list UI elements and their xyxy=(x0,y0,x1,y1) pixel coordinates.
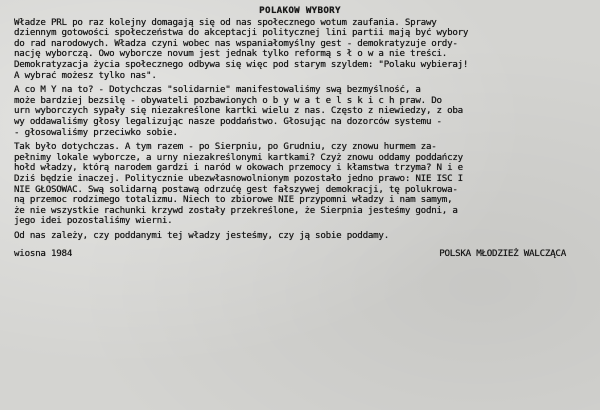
text-line: hołd władzy, którą narodem gardzi i naród w okowach przemocy i kłamstwa trzyma? N i e xyxy=(14,163,463,174)
leaflet-text-block xyxy=(14,6,586,260)
text-line: Władze PRL po raz kolejny domagają się od nas społecznego wotum zaufania. Sprawy xyxy=(14,17,437,28)
text-line: do rad narodowych. Władza czyni wobec nas wspaniałomyślny gest - demokratyzuje ordy- xyxy=(14,38,458,49)
leaflet-footer xyxy=(14,249,586,260)
leaflet-date: wiosna 1984 xyxy=(14,248,73,260)
text-line: że nie wszystkie rachunki krzywd zostały przekreślone, że Sierpnia jesteśmy godni, a xyxy=(14,205,458,216)
leaflet-body xyxy=(14,18,586,242)
text-line: NIE GŁOSOWAĆ. Swą solidarną postawą odrzućę gest fałszywej demokracji, tę polukrowa- xyxy=(14,184,458,195)
text-line: Demokratyzacja życia społecznego odbywa się więc pod starym szyldem: "Polaku wybieraj! xyxy=(14,59,469,70)
text-line: Dziś będzie inaczej. Politycznie ubezwłasnowolnionym pozostało jedno prawo: NIE IŚĆ I xyxy=(14,173,463,184)
text-line: pełnimy lokale wyborcze, a urny niezakreślonymi kartkami? Czyż znowu oddamy poddańczy xyxy=(14,152,463,163)
text-line: A wybrać możesz tylko nas". xyxy=(14,70,157,81)
leaflet-signature: POLSKA MŁODZIEŻ WALCZĄCA xyxy=(439,248,566,260)
text-line: nację wyborczą. Owo wyborcze novum jest jednak tylko reformą s ł o w a nie treści. xyxy=(14,49,448,60)
text-line: może bardziej bezsilę - obywateli pozbawionych o b y w a t e l s k i c h praw. Do xyxy=(14,95,442,106)
text-line: Tak było dotychczas. A tym razem - po Sierpniu, po Grudniu, czy znowu hurmem za- xyxy=(14,142,437,153)
text-line: wy oddawaliśmy głosy legalizując nasze poddaństwo. Głosując na dozorców systemu - xyxy=(14,116,442,127)
text-line: jego idei pozostaliśmy wierni. xyxy=(14,216,173,227)
text-line: Od nas zależy, czy poddanymi tej władzy jesteśmy, czy ją sobie poddamy. xyxy=(14,230,389,241)
text-line: - głosowaliśmy przeciwko sobie. xyxy=(14,127,178,138)
text-line: A co M Y na to? - Dotychczas "solidarnie" manifestowaliśmy swą bezmyślność, a xyxy=(14,85,421,96)
leaflet-title: POLAKOW WYBORY xyxy=(259,5,341,16)
text-line: dziennym gotowości społeczeństwa do akceptacji politycznej lini partii mają być wybory xyxy=(14,28,469,39)
text-line: urn wyborczych sypały się niezakreślone kartki wielu z nas. Często z niewiedzy, z oba xyxy=(14,106,463,117)
text-line: ną przemoc rodzimego totalizmu. Niech to zbiorowe NIE przypomni władzy i nam samym, xyxy=(14,195,453,206)
